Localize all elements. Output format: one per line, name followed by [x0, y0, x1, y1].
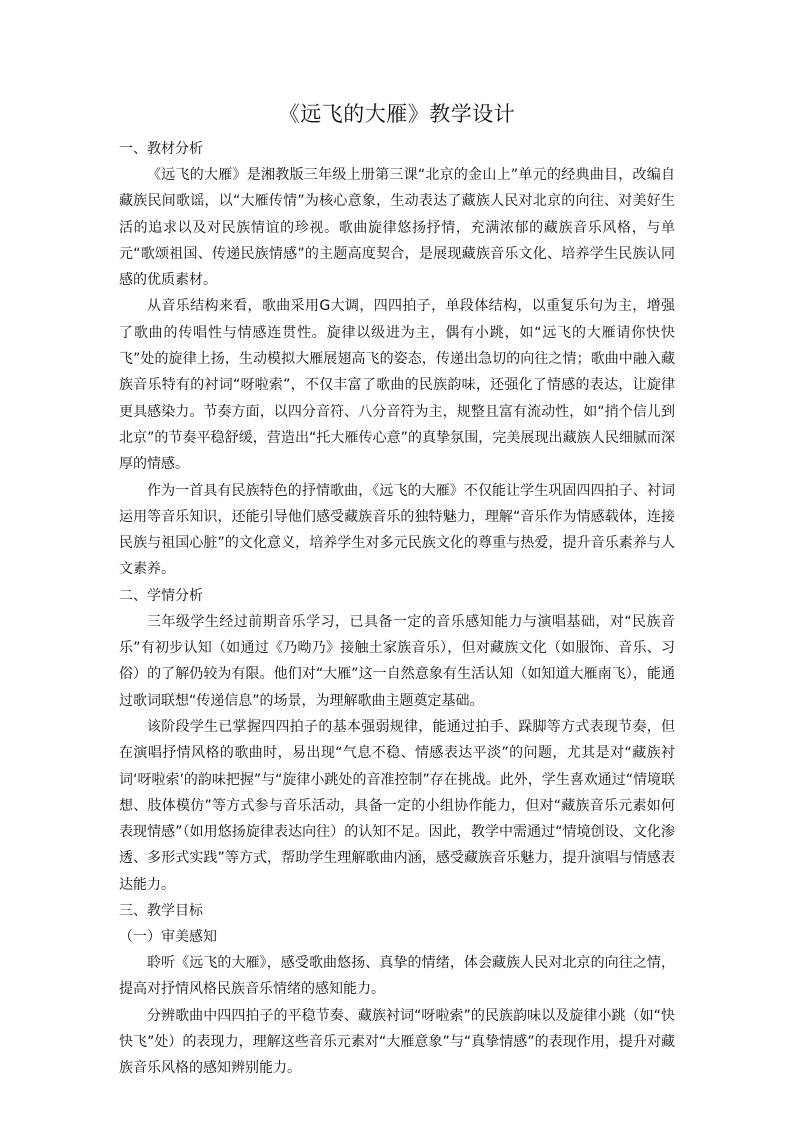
paragraph: 《远飞的大雁》是湘教版三年级上册第三课“北京的金山上”单元的经典曲目，改编自藏族民间歌谣，以“大雁传情”为核心意象，生动表达了藏族人民对北京的向往、对美好生活的追求以及对民族情谊的珍视。歌曲旋律悠扬抒情，充满浓郁的藏族音乐风格，与单元“歌颂祖国、传递民族情感”的主题高度契合，是展现藏族音乐文化、培养学生民族认同感的优质素材。 [119, 167, 675, 289]
subsection-heading: （一）审美感知 [119, 929, 217, 946]
paragraph: 从音乐结构来看，歌曲采用G大调，四四拍子，单段体结构，以重复乐句为主，增强了歌曲的传唱性与情感连贯性。旋律以级进为主，偶有小跳，如“远飞的大雁请你快快飞”处的旋律上扬，生动模拟大雁展翅高飞的姿态，传递出急切的向往之情；歌曲中融入藏族音乐特有的衬词“呀啦索”，不仅丰富了歌曲的民族韵味，还强化了情感的表达，让旋律更具感染力。节奏方面，以四分音符、八分音符为主，规整且富有流动性，如“捎个信儿到北京”的节奏平稳舒缓，营造出“托大雁传心意”的真挚氛围，完美展现出藏族人民细腻而深厚的情感。 [119, 298, 675, 473]
section-heading: 二、学情分析 [119, 587, 203, 604]
document-body [119, 98, 675, 1082]
paragraph: 该阶段学生已掌握四四拍子的基本强弱规律，能通过拍手、跺脚等方式表现节奏，但在演唱抒情风格的歌曲时，易出现“气息不稳、情感表达平淡”的问题，尤其是对“藏族衬词‘呀啦索’的韵味把握”与“旋律小跳处的音准控制”存在挑战。此外，学生喜欢通过“情境联想、肢体模仿”等方式参与音乐活动，具备一定的小组协作能力，但对“藏族音乐元素如何表现情感”（如用悠扬旋律表达向往）的认知不足。因此，教学中需通过“情境创设、文化渗透、多形式实践”等方式，帮助学生理解歌曲内涵，感受藏族音乐魅力，提升演唱与情感表达能力。 [119, 718, 675, 893]
paragraph: 聆听《远飞的大雁》，感受歌曲悠扬、真挚的情绪，体会藏族人民对北京的向往之情，提高对抒情风格民族音乐情绪的感知能力。 [119, 955, 675, 998]
section-heading: 三、教学目标 [119, 903, 203, 920]
paragraph: 作为一首具有民族特色的抒情歌曲，《远飞的大雁》不仅能让学生巩固四四拍子、衬词运用等音乐知识，还能引导他们感受藏族音乐的独特魅力，理解“音乐作为情感载体，连接民族与祖国心脏”的文化意义，培养学生对多元民族文化的尊重与热爱，提升音乐素养与人文素养。 [119, 482, 675, 578]
section-textbook-analysis [119, 136, 675, 583]
document-title: 《远飞的大雁》教学设计 [278, 102, 516, 126]
paragraph: 三年级学生经过前期音乐学习，已具备一定的音乐感知能力与演唱基础，对“民族音乐”有初步认知（如通过《乃呦乃》接触土家族音乐），但对藏族文化（如服饰、音乐、习俗）的了解仍较为有限。他们对“大雁”这一自然意象有生活认知（如知道大雁南飞），能通过歌词联想“传递信息”的场景，为理解歌曲主题奠定基础。 [119, 613, 675, 709]
paragraph: 分辨歌曲中四四拍子的平稳节奏、藏族衬词“呀啦索”的民族韵味以及旋律小跳（如“快快飞”处）的表现力，理解这些音乐元素对“大雁意象”与“真挚情感”的表现作用，提升对藏族音乐风格的感知辨别能力。 [119, 1007, 675, 1077]
section-heading: 一、教材分析 [119, 141, 203, 157]
section-teaching-objectives [119, 898, 675, 1081]
section-student-analysis [119, 583, 675, 898]
